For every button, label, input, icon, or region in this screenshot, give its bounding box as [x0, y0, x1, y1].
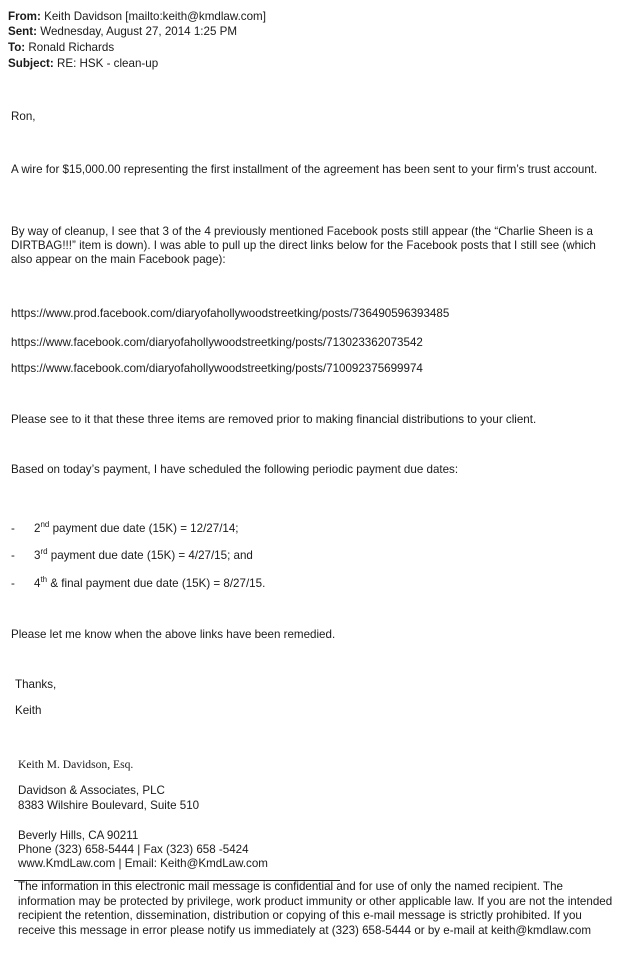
signature-phone: Phone (323) 658-5444 | Fax (323) 658 -5424: [18, 843, 249, 856]
closing-thanks: Thanks,: [15, 678, 57, 691]
payment-number: 4: [34, 577, 41, 590]
from-value: Keith Davidson [mailto:keith@kmdlaw.com]: [44, 10, 266, 23]
paragraph-schedule: Based on today’s payment, I have scheduled the following periodic payment due dates:: [11, 463, 459, 476]
signature-firm: Davidson & Associates, PLC: [18, 784, 165, 797]
greeting: Ron,: [11, 110, 36, 123]
header-to: [8, 41, 114, 55]
signature-web-email: www.KmdLaw.com | Email: Keith@KmdLaw.com: [18, 857, 268, 870]
signature-address-line1: 8383 Wilshire Boulevard, Suite 510: [18, 799, 200, 812]
payment-number: 2: [34, 522, 41, 535]
link-2[interactable]: https://www.facebook.com/diaryofahollywoodstreetking/posts/713023362073542: [11, 336, 423, 349]
payment-item: [11, 549, 253, 563]
link-1[interactable]: https://www.prod.facebook.com/diaryofahollywoodstreetking/posts/736490596393485: [11, 307, 450, 320]
header-from: [8, 10, 266, 24]
ordinal-suffix: nd: [40, 520, 50, 530]
payment-item: [11, 577, 265, 591]
header-sent: [8, 25, 237, 39]
paragraph-cleanup: By way of cleanup, I see that 3 of the 4 previously mentioned Facebook posts still appear (the “Charlie Sheen is a DIRTBAG!!!” item is down). I was able to pull up the direct links below for the Facebook posts that I still see (which also appear on the main Facebook page):: [11, 225, 596, 266]
payment-number: 3: [34, 549, 41, 562]
bullet-dash: -: [11, 577, 15, 590]
sent-label: Sent:: [8, 25, 37, 38]
signature-name: Keith M. Davidson, Esq.: [18, 758, 134, 771]
link-3[interactable]: https://www.facebook.com/diaryofahollywoodstreetking/posts/710092375699974: [11, 362, 423, 375]
sender-first-name: Keith: [15, 704, 42, 717]
header-subject: [8, 57, 158, 71]
subject-label: Subject:: [8, 57, 54, 70]
payment-text: payment due date (15K) = 12/27/14;: [49, 522, 239, 535]
sent-value: Wednesday, August 27, 2014 1:25 PM: [40, 25, 238, 38]
payment-text: & final payment due date (15K) = 8/27/15.: [47, 577, 266, 590]
from-label: From:: [8, 10, 41, 23]
subject-value: RE: HSK - clean-up: [56, 57, 159, 70]
payment-item: [11, 522, 239, 536]
bullet-dash: -: [11, 522, 15, 535]
to-value: Ronald Richards: [28, 41, 115, 54]
paragraph-wire: A wire for $15,000.00 representing the first installment of the agreement has been sent to your firm’s trust account.: [11, 163, 598, 176]
ordinal-suffix: rd: [40, 547, 48, 557]
to-label: To:: [8, 41, 26, 54]
bullet-dash: -: [11, 549, 15, 562]
payment-text: payment due date (15K) = 4/27/15; and: [47, 549, 253, 562]
ordinal-suffix: th: [40, 575, 48, 585]
signature-address-line2: Beverly Hills, CA 90211: [18, 829, 139, 842]
paragraph-links: Please let me know when the above links have been remedied.: [11, 628, 336, 641]
paragraph-remove: Please see to it that these three items are removed prior to making financial distributions to your client.: [11, 413, 537, 426]
confidentiality-disclaimer: The information in this electronic mail message is confidential and for use of only the named recipient. The information may be protected by privilege, work product immunity or other applicable law. If you are not the intended recipient the retention, dissemination, distribution or copying of this e-mail message is strictly prohibited. If you receive this message in error please notify us immediately at (323) 658-5444 or by e-mail at keith@kmdlaw.com: [18, 880, 613, 937]
